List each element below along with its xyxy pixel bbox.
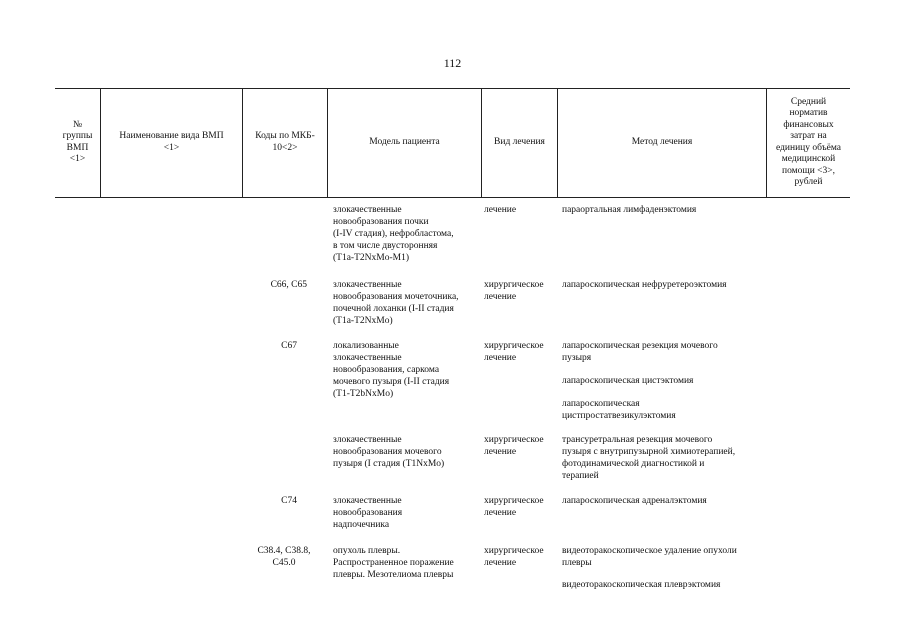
page-number: 112: [443, 56, 462, 70]
patient-model: злокачественные новообразования мочевого пузыря (I стадия (T1NxMo): [333, 435, 445, 469]
header-group-number: № группы ВМП <1>: [62, 119, 93, 164]
treatment-method: лапароскопическая резекция мочевого пузыря: [562, 341, 718, 363]
patient-model: локализованные злокачественные новообразования, саркома мочевого пузыря (I-II стадия (T1-T2bNxMo): [333, 341, 450, 399]
treatment-method: лапароскопическая цистэктомия: [562, 376, 694, 386]
treatment-method: лапароскопическая адреналэктомия: [562, 496, 707, 506]
icd-code: C74: [281, 496, 297, 506]
header-bottom-border: [55, 197, 850, 198]
header-treatment-type: Вид лечения: [494, 136, 545, 147]
patient-model: злокачественные новообразования почки (I-IV стадия), нефробластома, в том числе двусторонняя (T1a-T2NxMo-M1): [333, 205, 454, 263]
icd-code: C66, C65: [270, 280, 307, 290]
treatment-method: видеоторакоскопическое удаление опухоли плевры: [562, 546, 737, 568]
icd-code: C67: [281, 341, 297, 351]
patient-model: злокачественные новообразования надпочечника: [333, 496, 403, 530]
treatment-type: хирургическое лечение: [484, 341, 544, 363]
treatment-type: хирургическое лечение: [484, 546, 544, 568]
icd-code: C38.4, C38.8, C45.0: [257, 546, 311, 568]
treatment-method: лапароскопическая цистпростатвезикулэктомия: [562, 399, 676, 421]
header-vmp-name: Наименование вида ВМП <1>: [119, 131, 224, 153]
patient-model: опухоль плевры. Распространенное поражение плевры. Мезотелиома плевры: [333, 546, 454, 580]
treatment-type: лечение: [484, 205, 517, 215]
treatment-method: параортальная лимфаденэктомия: [562, 205, 697, 215]
treatment-method: лапароскопическая нефруретероэктомия: [562, 280, 727, 290]
header-treatment-method: Метод лечения: [631, 136, 693, 147]
treatment-type: хирургическое лечение: [484, 280, 544, 302]
header-icd-codes: Коды по МКБ- 10<2>: [255, 131, 315, 153]
treatment-method: видеоторакоскопическая плеврэктомия: [562, 580, 721, 590]
treatment-type: хирургическое лечение: [484, 496, 544, 518]
header-patient-model: Модель пациента: [369, 136, 440, 147]
header-cost-norm: Средний норматив финансовых затрат на единицу объёма медицинской помощи <3>, рублей: [775, 96, 842, 187]
treatment-type: хирургическое лечение: [484, 435, 544, 457]
patient-model: злокачественные новообразования мочеточника, почечной лоханки (I-II стадия (T1a-T2NxMo): [333, 280, 459, 326]
treatment-method: трансуретральная резекция мочевого пузыря с внутрипузырной химиотерапией, фотодинамической диагностикой и терапией: [562, 435, 736, 481]
